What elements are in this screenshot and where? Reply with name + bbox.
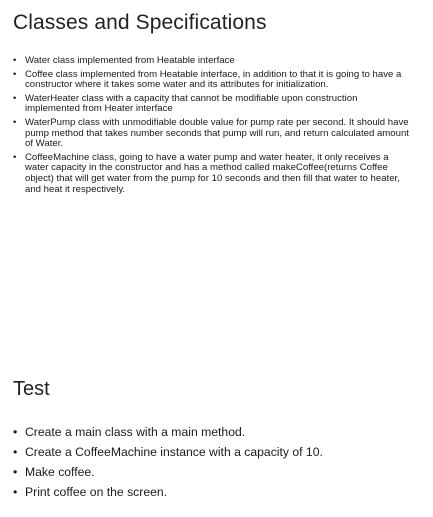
list-item <box>13 153 413 195</box>
list-item-text: Create a main class with a main method. <box>25 425 246 439</box>
list-item-text: Coffee class implemented from Heatable interface, in addition to that it is going to have a constructor where it takes some water and its attributes for initialization. <box>25 68 402 91</box>
bullet-icon: • <box>13 55 17 66</box>
list-item <box>13 94 413 115</box>
list-item-text: Water class implemented from Heatable interface <box>25 55 235 66</box>
list-item <box>13 424 418 440</box>
list-item-text: Create a CoffeeMachine instance with a capacity of 10. <box>25 445 323 459</box>
list-item <box>13 444 418 460</box>
list-item-text: WaterPump class with unmodifiable double value for pump rate per second. It should have pump method that takes number seconds that pump will run, and return calculated amount of Water. <box>25 116 409 150</box>
list-item <box>13 70 413 91</box>
list-item-text: WaterHeater class with a capacity that cannot be modifiable upon construction implemented from Heater interface <box>25 92 358 115</box>
bullet-icon: • <box>13 68 17 80</box>
test-list <box>13 424 418 504</box>
list-item <box>13 464 418 480</box>
bullet-icon: • <box>13 465 18 479</box>
list-item <box>13 56 413 67</box>
bullet-icon: • <box>13 151 17 163</box>
bullet-icon: • <box>13 485 18 499</box>
list-item-text: CoffeeMachine class, going to have a water pump and water heater, it only receives a water capacity in the constructor and has a method called makeCoffee(returns Coffee object) that will get water from the pump for 10 seconds and then fill that water to heater, and heat it respectively. <box>25 151 400 195</box>
list-item-text: Print coffee on the screen. <box>25 485 168 499</box>
bullet-icon: • <box>13 425 18 439</box>
specifications-list <box>13 56 413 198</box>
page-title: Classes and Specifications <box>13 11 267 34</box>
bullet-icon: • <box>13 445 18 459</box>
list-item-text: Make coffee. <box>25 465 95 479</box>
test-section-title: Test <box>13 378 50 400</box>
list-item <box>13 118 413 150</box>
bullet-icon: • <box>13 92 17 104</box>
bullet-icon: • <box>13 116 17 128</box>
list-item <box>13 484 418 500</box>
